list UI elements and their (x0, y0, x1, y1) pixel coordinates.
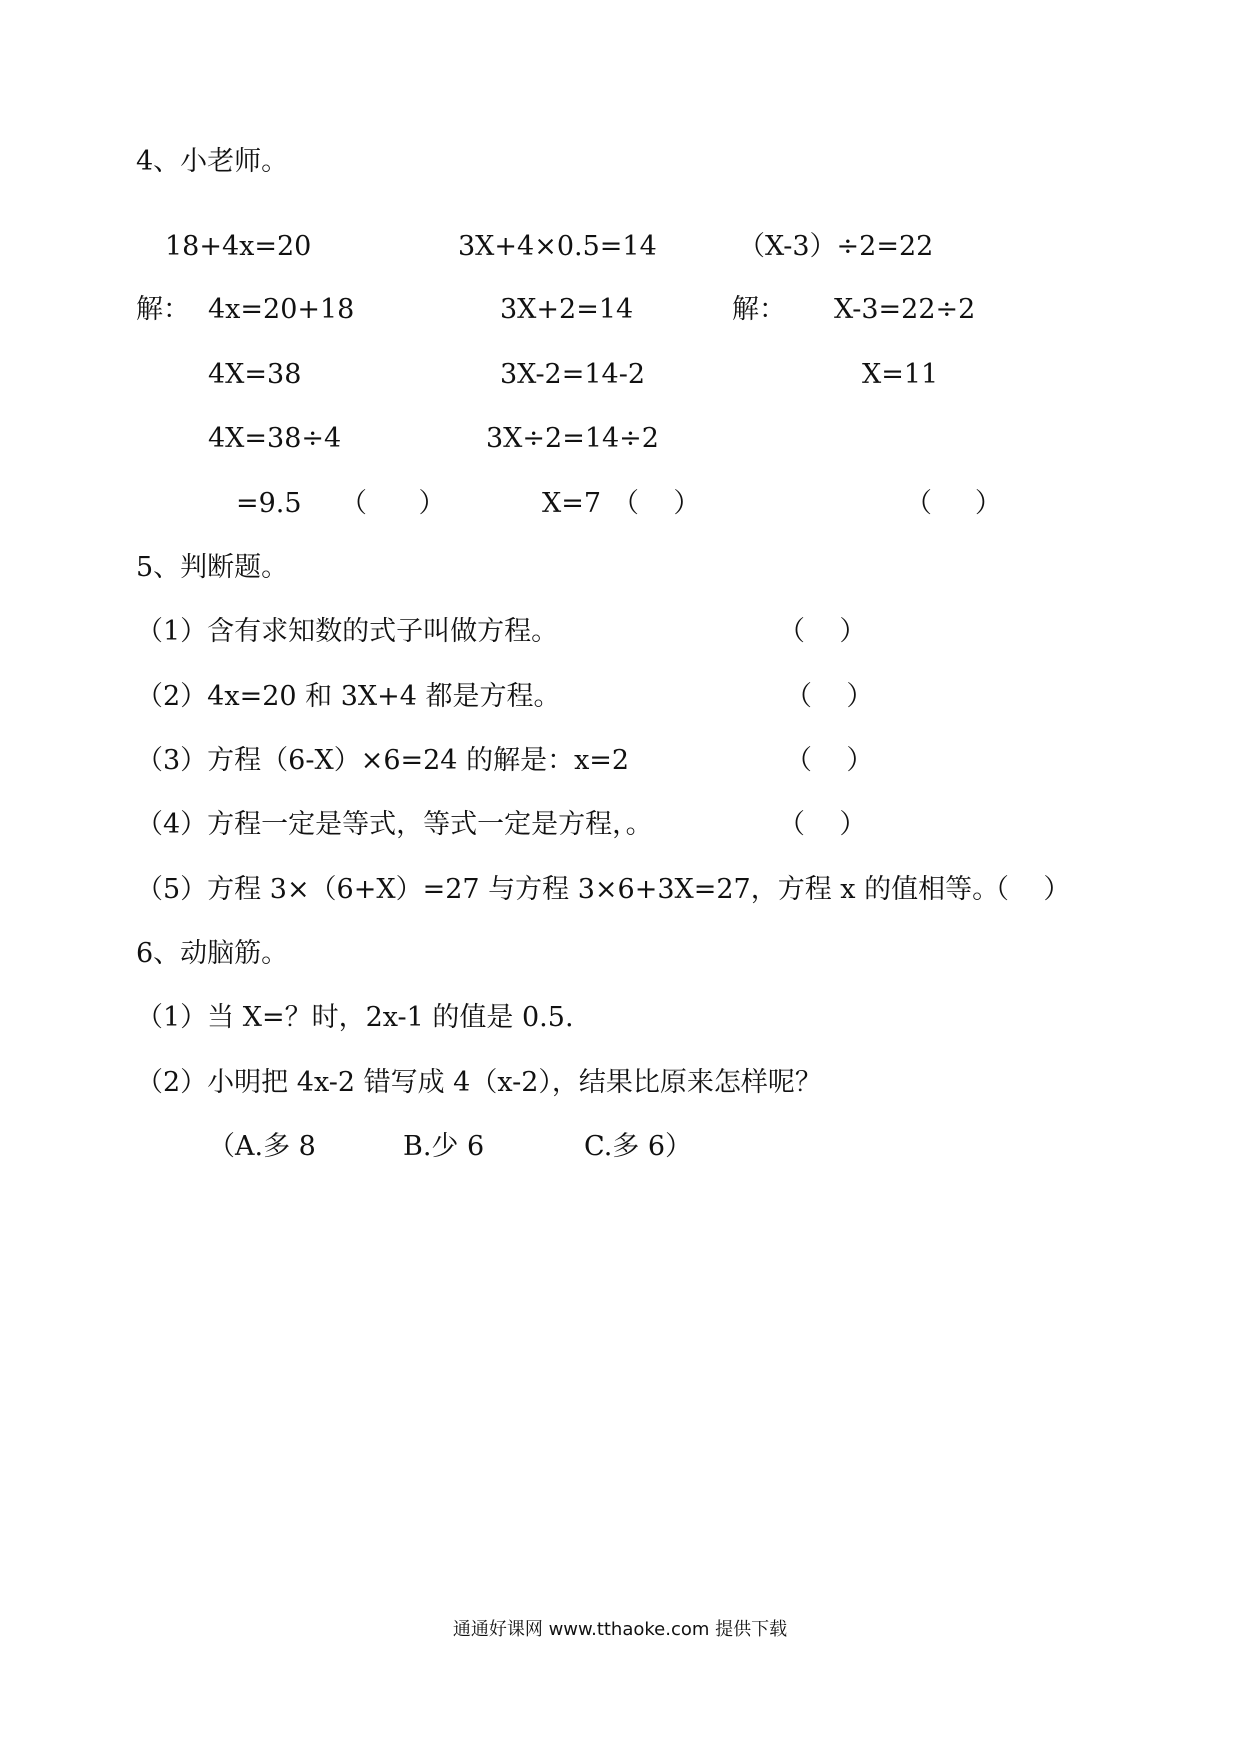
q4-title: 4、小老师。 (136, 146, 289, 177)
q5-item-5: （5）方程 3×（6+X）=27 与方程 3×6+3X=27，方程 x 的值相等。 (136, 874, 1000, 905)
q5-item-2-bracket[interactable]: （ ） (785, 681, 874, 712)
q4-col2-problem: 3X+4×0.5=14 (458, 231, 657, 262)
q4-col3-step1: X-3=22÷2 (834, 294, 976, 325)
q4-col3-step2: X=11 (862, 359, 939, 390)
q5-item-2: （2）4x=20 和 3X+4 都是方程。 (136, 681, 561, 712)
page-footer: 通通好课网 www.tthaoke.com 提供下载 (452, 1619, 788, 1640)
q5-item-3-bracket[interactable]: （ ） (785, 745, 874, 776)
q4-col1-answer: =9.5 (236, 488, 302, 519)
q4-col2-step3: 3X÷2=14÷2 (486, 423, 659, 454)
q5-item-1-bracket[interactable]: （ ） (778, 616, 867, 647)
q5-title: 5、判断题。 (136, 552, 289, 583)
q6-title: 6、动脑筋。 (136, 938, 289, 969)
q5-item-4: （4）方程一定是等式，等式一定是方程，。 (136, 809, 653, 840)
q4-col1-step3: 4X=38÷4 (208, 423, 342, 454)
q4-col2-bracket[interactable]: （ ） (612, 488, 701, 519)
q6-item-2: （2）小明把 4x-2 错写成 4（x-2），结果比原来怎样呢？ (136, 1067, 822, 1098)
q4-col2-answer: X=7 (542, 488, 602, 519)
q4-col2-step1: 3X+2=14 (500, 294, 634, 325)
q4-col2-step2: 3X-2=14-2 (500, 359, 646, 390)
q5-item-3: （3）方程（6-X）×6=24 的解是：x=2 (136, 745, 630, 776)
q6-option-b: B.少 6 (403, 1131, 485, 1162)
q5-item-4-bracket[interactable]: （ ） (778, 809, 867, 840)
q5-item-1: （1）含有求知数的式子叫做方程。 (136, 616, 559, 647)
q4-col3-jie: 解： (732, 294, 786, 325)
q4-col1-bracket[interactable]: （ ） (340, 488, 446, 519)
q4-col3-bracket[interactable]: （ ） (905, 488, 1002, 519)
q5-item-5-bracket[interactable]: （ ） (982, 874, 1071, 905)
q4-col1-step2: 4X=38 (208, 359, 302, 390)
q4-col1-step1: 4x=20+18 (208, 294, 355, 325)
q6-option-c: C.多 6） (584, 1131, 693, 1162)
q4-col1-jie: 解： (136, 294, 190, 325)
q4-col1-problem: 18+4x=20 (165, 231, 312, 262)
q6-item-1: （1）当 X=？时，2x-1 的值是 0.5. (136, 1002, 574, 1033)
q4-col3-problem: （X-3）÷2=22 (738, 231, 934, 262)
q6-option-a: （A.多 8 (208, 1131, 316, 1162)
